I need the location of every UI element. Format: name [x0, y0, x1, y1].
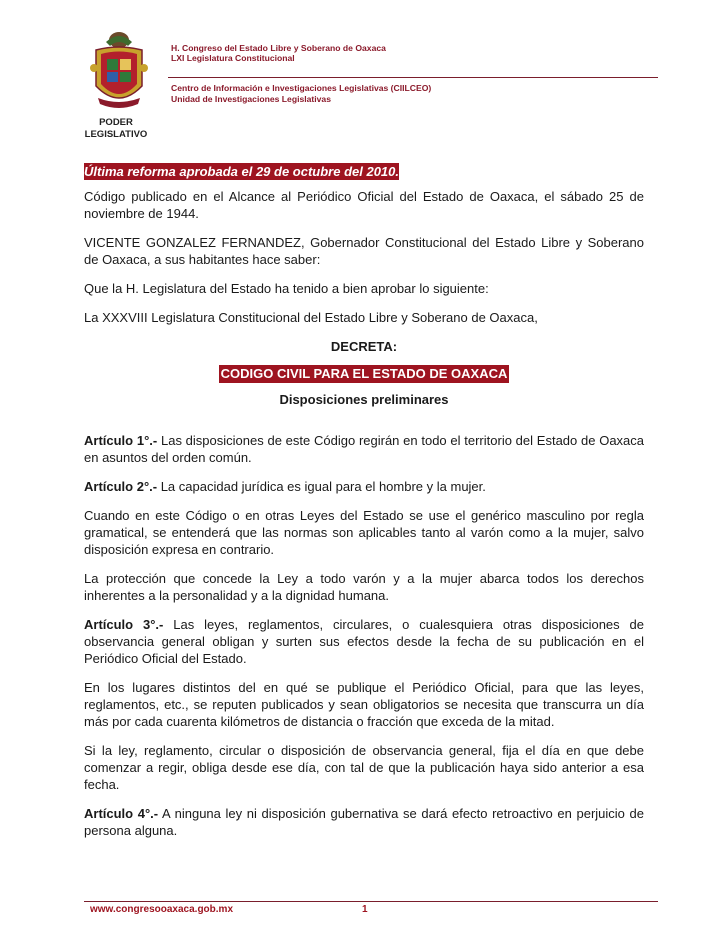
article-1: Artículo 1°.- Las disposiciones de este Código regirán en todo el territorio del Estado de Oaxaca en asuntos del orden común. [84, 433, 645, 465]
paragraph: Que la H. Legislatura del Estado ha tenido a bien aprobar lo siguiente: [84, 281, 489, 296]
article-2: Artículo 2°.- La capacidad jurídica es igual para el hombre y la mujer. [84, 479, 486, 494]
article-label: Artículo 4°.- [84, 806, 159, 821]
article-label: Artículo 2°.- [84, 479, 158, 494]
paragraph: La XXXVIII Legislatura Constitucional del Estado Libre y Soberano de Oaxaca, [84, 310, 538, 325]
oaxaca-coat-of-arms-icon [88, 28, 150, 114]
article-3: Artículo 3°.- Las leyes, reglamentos, circulares, o cualesquiera otras disposiciones de observancia general obligan y surten sus efectos desde la fecha de su publicación en el Periódico Oficial del Estado. [84, 617, 644, 666]
section-heading: Disposiciones preliminares [279, 392, 449, 407]
poder-legislativo-label: PODER LEGISLATIVO [84, 117, 148, 140]
last-reform-notice: Última reforma aprobada el 29 de octubre del 2010. [84, 164, 400, 179]
header-legislature: LXI Legislatura Constitucional [171, 53, 295, 63]
footer-rule [84, 901, 658, 902]
header-center-name: Centro de Información e Investigaciones Legislativas (CIILCEO) [171, 83, 432, 93]
decreta-heading: DECRETA: [330, 339, 398, 354]
article-label: Artículo 1°.- [84, 433, 158, 448]
paragraph: VICENTE GONZALEZ FERNANDEZ, Gobernador Constitucional del Estado Libre y Soberano de Oaxaca, a sus habitantes hace saber: [84, 235, 644, 267]
paragraph: En los lugares distintos del en qué se publique el Periódico Oficial, para que las leyes, reglamentos, etc., se reputen publicados y sean obligatorios se necesita que transcurra un día más por cada cuarenta kilómetros de distancia o fracción que exceda de la mitad. [84, 680, 644, 729]
article-label: Artículo 3°.- [84, 617, 164, 632]
header-congress-name: H. Congreso del Estado Libre y Soberano de Oaxaca [171, 43, 386, 53]
article-4: Artículo 4°.- A ninguna ley ni disposición gubernativa se dará efecto retroactivo en perjuicio de persona alguna. [84, 806, 645, 838]
paragraph: Código publicado en el Alcance al Periódico Oficial del Estado de Oaxaca, el sábado 25 de noviembre de 1944. [84, 189, 644, 221]
paragraph: Si la ley, reglamento, circular o disposición de observancia general, fija el día en que debe comenzar a regir, obliga desde ese día, con tal de que la publicación haya sido anterior a esa fecha. [84, 743, 644, 792]
page-number: 1 [362, 904, 368, 915]
paragraph: Cuando en este Código o en otras Leyes del Estado se use el genérico masculino por regla gramatical, se entenderá que las normas son aplicables tanto al varón como a la mujer, salvo disposición expresa en contrario. [84, 508, 644, 557]
document-body [84, 163, 644, 851]
footer-website-link[interactable]: www.congresooaxaca.gob.mx [90, 904, 234, 915]
paragraph: La protección que concede la Ley a todo varón y a la mujer abarca todos los derechos inherentes a la personalidad y a la dignidad humana. [84, 571, 644, 603]
header-unit-name: Unidad de Investigaciones Legislativas [171, 94, 331, 104]
code-title: CODIGO CIVIL PARA EL ESTADO DE OAXACA [220, 366, 508, 381]
